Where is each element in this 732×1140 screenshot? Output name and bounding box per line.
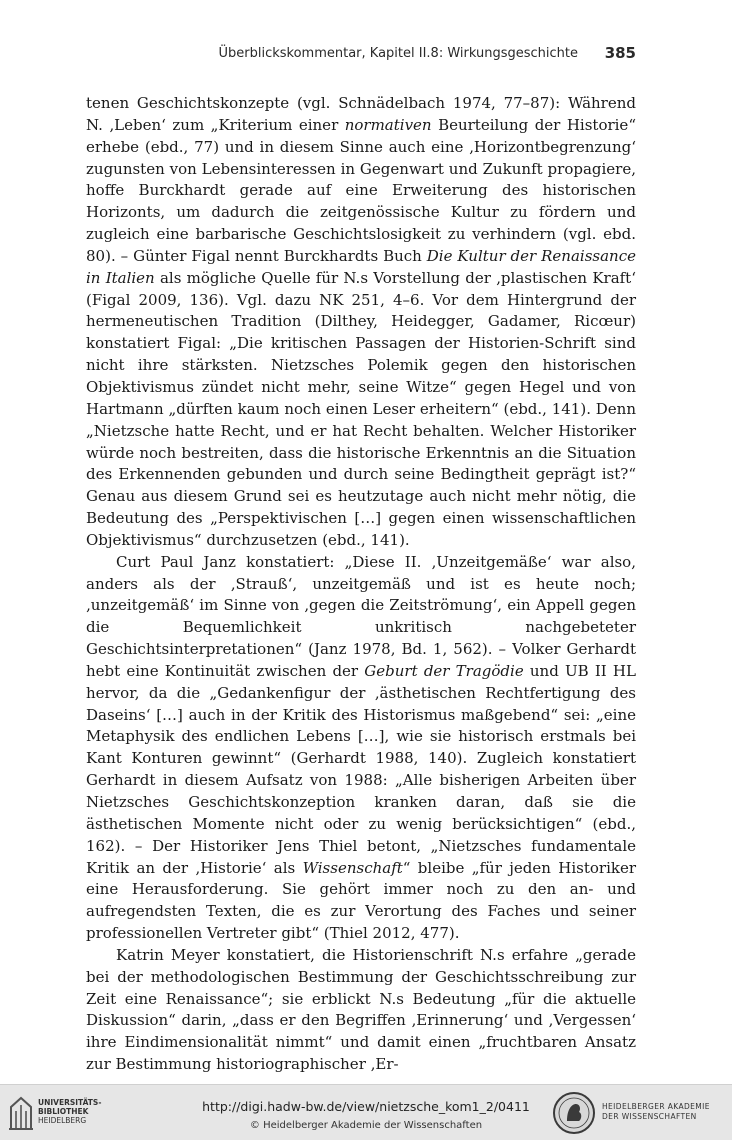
source-url-link[interactable]: http://digi.hadw-bw.de/view/nietzsche_kom1_2/0411 <box>202 1099 530 1114</box>
library-name-line-1: UNIVERSITÄTS- <box>38 1098 102 1107</box>
paragraph-1-italic-1: normativen <box>344 115 432 134</box>
paragraph-1 <box>86 93 636 552</box>
running-head <box>86 42 636 66</box>
academy-seal-icon <box>552 1091 596 1135</box>
paragraph-3 <box>86 945 636 1076</box>
footer-bar <box>0 1084 732 1140</box>
academy-name-line-2: DER WISSENSCHAFTEN <box>602 1112 697 1121</box>
academy-logo <box>552 1091 722 1135</box>
paragraph-2-text-2: und UB II HL hervor, da die „Gedankenfigur der ‚ästhetischen Rechtfertigung des Daseins‘ […] auch in der Kritik des Historismus maßgebend“ sei: „eine Metaphysik des endlichen Lebens […], wie sie historisch erstmals bei Kant Konturen gewinnt“ (Gerhardt 1988, 140). Zugleich konstatiert Gerhardt in diesem Aufsatz von 1988: „Alle bisherigen Arbeiten über Nietzsches Geschichtskonzeption kranken daran, daß sie die ästhetischen Momente nicht oder zu wenig berücksichtigen“ (ebd., 162). – Der Historiker Jens Thiel betont, „Nietzsches fundamentale Kritik an der ‚Historie‘ als <box>86 661 636 877</box>
paragraph-3-text-1: Katrin Meyer konstatiert, die Historienschrift N.s erfahre „gerade bei der methodologischen Bestimmung der Geschichtsschreibung zur Zeit eine Renaissance“; sie erblickt N.s Bedeutung „für die aktuelle Diskussion“ darin, „dass er den Begriffen ‚Erinnerung‘ und ‚Vergessen‘ ihre Eindimensionalität nimmt“ und damit einen „fruchtbaren Ansatz zur Bestimmung historiographischer ‚Er- <box>86 945 636 1074</box>
paragraph-2 <box>86 552 636 945</box>
paragraph-1-text-1: tenen Geschichtskonzepte (vgl. Schnädelbach 1974, 77–87): Während N. ‚Leben‘ zum „Kriterium einer <box>86 94 636 134</box>
paragraph-2-text-3: “ bleibe „für jeden Historiker eine Herausforderung. Sie gehört immer noch zu den an- und aufregendsten Texten, die es zur Verortung des Faches und seiner professionellen Vertreter gibt“ (Thiel 2012, 477). <box>86 858 637 943</box>
running-title: Überblickskommentar, Kapitel II.8: Wirkungsgeschichte <box>218 46 578 61</box>
paragraph-2-italic-1: Geburt der Tragödie <box>364 661 524 680</box>
page-number: 385 <box>604 44 636 62</box>
paragraph-1-text-2: Beurteilung der Historie“ erhebe (ebd., 77) und in diesem Sinne auch eine ‚Horizontbegrenzung‘ zugunsten von Lebensinteressen in Gegenwart und Zukunft propagiere, hoffe Burckhardt gerade auf eine Erweiterung des historischen Horizonts, um dadurch die zeitgenössische Kultur zu fördern und zugleich eine barbarische Geschichtslosigkeit zu verhindern (vgl. ebd. 80). – Günter Figal nennt Burckhardts Buch <box>86 115 636 265</box>
body-text <box>86 93 636 1076</box>
copyright-notice: © Heidelberger Akademie der Wissenschaften <box>249 1120 483 1131</box>
academy-name <box>602 1102 710 1122</box>
academy-name-line-1: HEIDELBERGER AKADEMIE <box>602 1102 710 1111</box>
library-name-line-2: BIBLIOTHEK <box>38 1107 89 1116</box>
paragraph-1-italic-2: Die Kultur der Renaissance in Italien <box>86 246 636 287</box>
paragraph-1-text-3: als mögliche Quelle für N.s Vorstellung der ‚plastischen Kraft‘ (Figal 2009, 136). Vgl. dazu NK 251, 4–6. Vor dem Hintergrund der hermeneutischen Tradition (Dilthey, Heidegger, Gadamer, Ricœur) konstatiert Figal: „Die kritischen Passagen der Historien-Schrift sind nicht ihre stärksten. Nietzsches Polemik gegen den historischen Objektivismus zündet nicht mehr, seine Witze“ gegen Hegel und von Hartmann „dürften kaum noch einen Leser erheitern“ (ebd., 141). Denn „Nietzsche hatte Recht, und er hat Recht behalten. Welcher Historiker würde noch bestreiten, dass die historische Erkenntnis an die Situation des Erkennenden gebunden und durch seine Bedingtheit geprägt ist?“ Genau aus diesem Grund sei es heutzutage auch nicht mehr nötig, die Bedeutung des „Perspektivischen […] gegen einen wissenschaftlichen Objektivismus“ durchzusetzen (ebd., 141). <box>86 268 636 549</box>
library-name-line-3: HEIDELBERG <box>38 1116 87 1125</box>
paragraph-2-text-1: Curt Paul Janz konstatiert: „Diese II. ‚Unzeitgemäße‘ war also, anders als der ‚Strauß‘, unzeitgemäß und ist es heute noch; ‚unzeitgemäß‘ im Sinne von ‚gegen die Zeitströmung‘, ein Appell gegen die Bequemlichkeit unkritisch nachgebeteter Geschichtsinterpretationen“ (Janz 1978, Bd. 1, 562). – Volker Gerhardt hebt eine Kontinuität zwischen der <box>86 552 636 680</box>
paragraph-2-italic-2: Wissenschaft <box>302 858 403 877</box>
